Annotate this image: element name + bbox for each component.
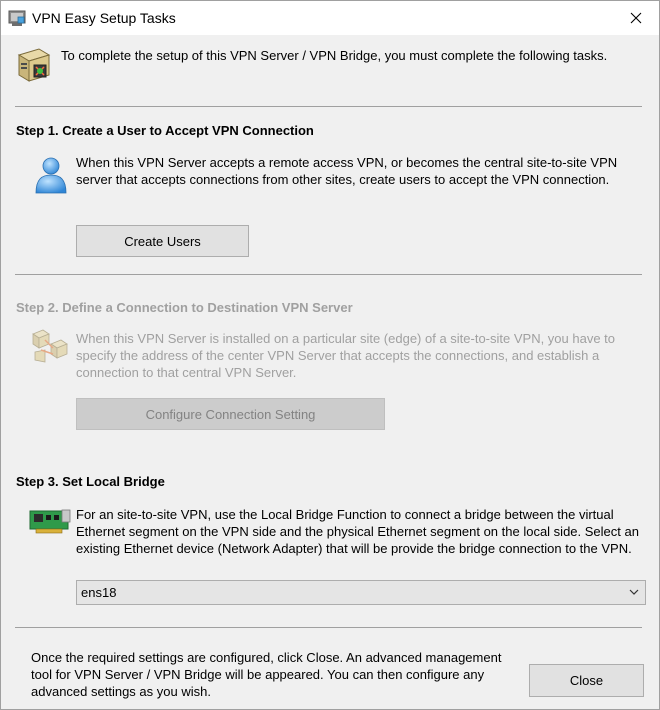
step2-description-line: connection to that central VPN Server. <box>76 365 297 380</box>
close-window-button[interactable] <box>613 1 659 35</box>
step2-description <box>76 330 651 381</box>
server-box-icon <box>13 45 53 85</box>
footer-text-line: Once the required settings are configured, click Close. An advanced management <box>31 650 502 665</box>
step2-title: Step 2. Define a Connection to Destination VPN Server <box>16 300 353 315</box>
step1-description-line: When this VPN Server accepts a remote access VPN, or becomes the central site-to-site VPN <box>76 155 618 170</box>
step1-description <box>76 154 651 188</box>
divider <box>15 106 642 107</box>
network-adapter-icon <box>28 507 72 537</box>
divider <box>15 274 642 275</box>
ethernet-device-dropdown[interactable] <box>76 580 646 605</box>
create-users-label: Create Users <box>124 233 201 249</box>
footer-text-line: advanced settings as you wish. <box>31 684 211 699</box>
step3-description-line: existing Ethernet device (Network Adapter) that will be provide the bridge connection to the VPN. <box>76 541 632 556</box>
server-setup-icon <box>8 9 26 27</box>
intro-text: To complete the setup of this VPN Server / VPN Bridge, you must complete the following tasks. <box>61 48 608 63</box>
create-users-button[interactable] <box>76 225 249 257</box>
step2-description-line: specify the address of the center VPN Server that accepts the connections, and establish a <box>76 348 600 363</box>
configure-connection-label: Configure Connection Setting <box>145 406 316 422</box>
client-area <box>1 35 659 709</box>
chevron-down-icon <box>628 585 640 599</box>
footer-text <box>31 649 521 700</box>
step2-description-line: When this VPN Server is installed on a particular site (edge) of a site-to-site VPN, you have to <box>76 331 616 346</box>
step3-description-line: Ethernet segment on the VPN side and the physical Ethernet segment on the local side. Select an <box>76 524 639 539</box>
step1-title: Step 1. Create a User to Accept VPN Connection <box>16 123 314 138</box>
footer-text-line: tool for VPN Server / VPN Bridge will be appeared. You can then configure any <box>31 667 485 682</box>
close-button[interactable] <box>529 664 644 697</box>
window-title: VPN Easy Setup Tasks <box>32 10 176 26</box>
divider <box>15 627 642 628</box>
step1-description-line: server that accepts connections from other sites, create users to accept the VPN connection. <box>76 172 610 187</box>
user-icon <box>33 155 69 195</box>
close-icon <box>630 12 642 24</box>
title-bar <box>1 1 659 35</box>
ethernet-device-selected: ens18 <box>81 585 117 600</box>
step3-description <box>76 506 651 557</box>
close-button-label: Close <box>569 673 604 688</box>
step3-description-line: For an site-to-site VPN, use the Local Bridge Function to connect a bridge between the virtual <box>76 507 614 522</box>
step3-title: Step 3. Set Local Bridge <box>16 474 165 489</box>
configure-connection-button[interactable] <box>76 398 385 430</box>
site-connection-icon <box>29 326 71 366</box>
